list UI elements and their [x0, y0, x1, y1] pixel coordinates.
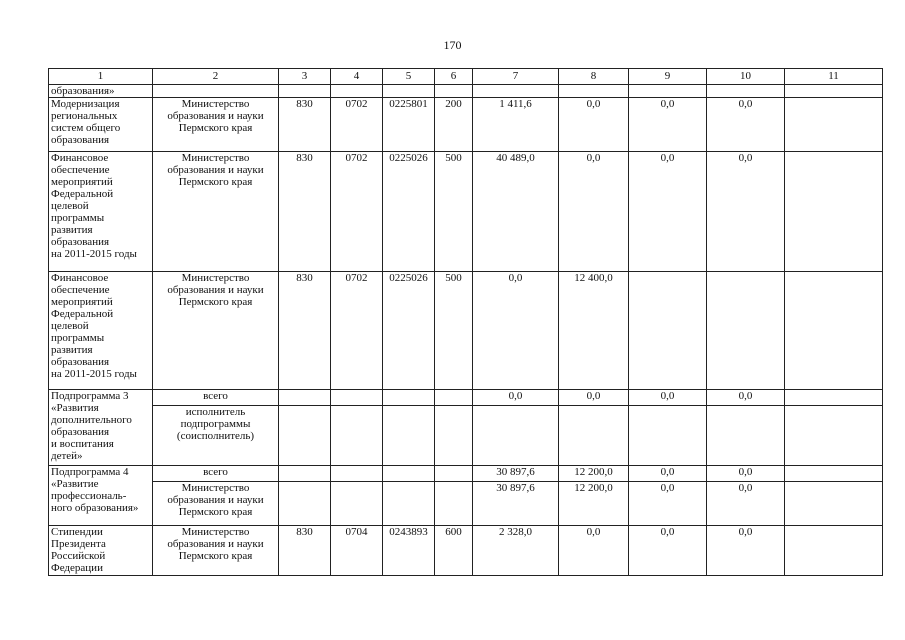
row-col7: 30 897,6 — [473, 466, 559, 482]
row-col4: 0702 — [331, 272, 383, 390]
header-row — [49, 69, 883, 85]
row-executor: Министерство образования и науки Пермского края — [153, 272, 279, 390]
row-col3: 830 — [279, 98, 331, 152]
row-col10: 0,0 — [707, 98, 785, 152]
row-name: Стипендии Президента Российской Федерации — [49, 526, 153, 576]
row-col10 — [707, 272, 785, 390]
row-col6: 500 — [435, 272, 473, 390]
row-executor: Министерство образования и науки Пермского края — [153, 482, 279, 526]
row-col7: 1 411,6 — [473, 98, 559, 152]
row-col7: 0,0 — [473, 390, 559, 406]
row-col7: 0,0 — [473, 272, 559, 390]
row-col3: 830 — [279, 152, 331, 272]
row-col11 — [785, 526, 883, 576]
row-executor: исполнитель подпрограммы (соисполнитель) — [153, 406, 279, 466]
row-col9: 0,0 — [629, 526, 707, 576]
subprogram-3-name: Подпрограмма 3 «Развития дополнительного образования и воспитания детей» — [49, 390, 153, 466]
table-row-subprogram-4-total — [49, 466, 883, 482]
row-col7: 40 489,0 — [473, 152, 559, 272]
row-col3: 830 — [279, 526, 331, 576]
row-col8: 0,0 — [559, 526, 629, 576]
page-number: 170 — [443, 38, 462, 52]
row-name: Модернизация региональных систем общего образования — [49, 98, 153, 152]
row-col3: 830 — [279, 272, 331, 390]
header-cell: 5 — [383, 69, 435, 85]
row-col9: 0,0 — [629, 152, 707, 272]
table-row — [49, 152, 883, 272]
row-executor: Министерство образования и науки Пермского края — [153, 152, 279, 272]
row-col5: 0225801 — [383, 98, 435, 152]
subprogram-4-name: Подпрограмма 4 «Развитие профессиональ- ного образования» — [49, 466, 153, 526]
row-col11 — [785, 98, 883, 152]
row-col10: 0,0 — [707, 526, 785, 576]
header-cell: 4 — [331, 69, 383, 85]
row-col5: 0225026 — [383, 272, 435, 390]
row-col9: 0,0 — [629, 466, 707, 482]
header-cell: 3 — [279, 69, 331, 85]
budget-table — [48, 68, 883, 576]
table-row-continuation — [49, 85, 883, 98]
row-col7: 2 328,0 — [473, 526, 559, 576]
header-cell: 11 — [785, 69, 883, 85]
row-col8: 0,0 — [559, 98, 629, 152]
row-executor: всего — [153, 466, 279, 482]
row-col4: 0702 — [331, 98, 383, 152]
row-col10: 0,0 — [707, 482, 785, 526]
row-col5: 0243893 — [383, 526, 435, 576]
header-cell: 1 — [49, 69, 153, 85]
row-col7: 30 897,6 — [473, 482, 559, 526]
row-col8: 12 200,0 — [559, 482, 629, 526]
row-col11 — [785, 272, 883, 390]
table-row-subprogram-4-executor — [49, 482, 883, 526]
row-col4: 0704 — [331, 526, 383, 576]
table-row-subprogram-3-executor — [49, 406, 883, 466]
row-name: Финансовое обеспечение мероприятий Федеральной целевой программы развития образования на 2011-2015 годы — [49, 152, 153, 272]
row-col10: 0,0 — [707, 152, 785, 272]
row-name: Финансовое обеспечение мероприятий Федеральной целевой программы развития образования на 2011-2015 годы — [49, 272, 153, 390]
header-cell: 6 — [435, 69, 473, 85]
header-cell: 2 — [153, 69, 279, 85]
row-col4: 0702 — [331, 152, 383, 272]
table-row — [49, 98, 883, 152]
header-cell: 9 — [629, 69, 707, 85]
header-cell: 7 — [473, 69, 559, 85]
row-executor: всего — [153, 390, 279, 406]
row-col9: 0,0 — [629, 390, 707, 406]
row-executor: Министерство образования и науки Пермского края — [153, 526, 279, 576]
row-col6: 200 — [435, 98, 473, 152]
row-col8: 12 200,0 — [559, 466, 629, 482]
header-cell: 8 — [559, 69, 629, 85]
row-col9: 0,0 — [629, 482, 707, 526]
row-col10: 0,0 — [707, 466, 785, 482]
row-col9: 0,0 — [629, 98, 707, 152]
table-row — [49, 272, 883, 390]
row-col8: 12 400,0 — [559, 272, 629, 390]
row-col6: 500 — [435, 152, 473, 272]
row-col8: 0,0 — [559, 152, 629, 272]
row-col9 — [629, 272, 707, 390]
table-row — [49, 526, 883, 576]
row-col10: 0,0 — [707, 390, 785, 406]
header-cell: 10 — [707, 69, 785, 85]
row-col8: 0,0 — [559, 390, 629, 406]
table-row-subprogram-3-total — [49, 390, 883, 406]
continuation-cell: образования» — [49, 85, 153, 98]
row-executor: Министерство образования и науки Пермского края — [153, 98, 279, 152]
row-col6: 600 — [435, 526, 473, 576]
row-col11 — [785, 152, 883, 272]
row-col5: 0225026 — [383, 152, 435, 272]
